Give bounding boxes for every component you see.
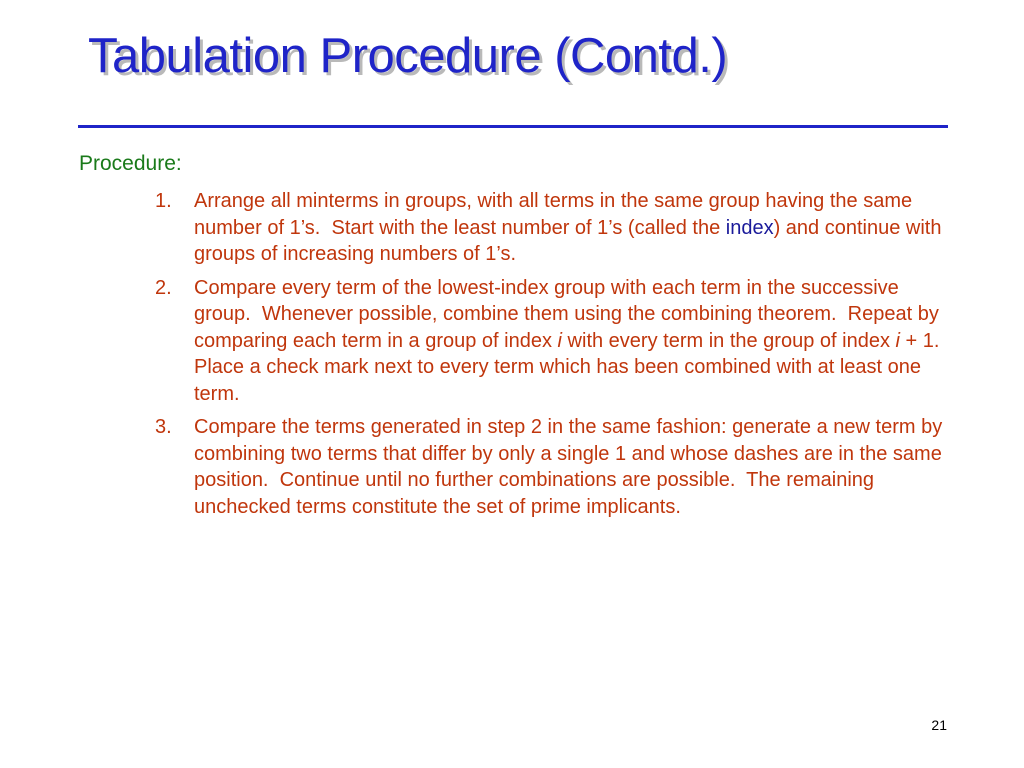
slide-title: Tabulation Procedure (Contd.) (88, 29, 728, 83)
procedure-step-1 (155, 188, 945, 268)
step-text: ) and continue with groups of increasing numbers of 1’s. (194, 216, 942, 265)
title-divider (78, 125, 948, 128)
step-number: 2. (155, 276, 172, 299)
step-text: with every term in the group of index (562, 329, 896, 352)
step-number: 3. (155, 416, 172, 438)
index-term: index (725, 216, 774, 239)
step-text: Compare every term of the lowest-index group with each term in the successive group. Whenever possible, combine them using the combining theorem. Repeat by comparing each term in a group of index (194, 276, 939, 352)
procedure-label: Procedure: (79, 152, 182, 175)
step-number: 1. (155, 190, 172, 212)
step-text: Compare the terms generated in step 2 in the same fashion: generate a new term by combining two terms that differ by only a single 1 and whose dashes are in the same position. Continue until no further combinations are possible. The remaining unchecked terms constitute the set of prime implicants. (194, 416, 943, 518)
page-number: 21 (931, 717, 947, 733)
procedure-step-3 (155, 414, 945, 520)
step-text: Arrange all minterms in groups, with all terms in the same group having the same number of 1’s. Start with the least number of 1’s (called the (194, 190, 913, 239)
index-variable: i (895, 329, 900, 352)
index-variable: i (557, 329, 562, 352)
procedure-steps-list (155, 188, 945, 527)
procedure-step-2 (155, 275, 945, 408)
step-text: + 1. Place a check mark next to every term which has been combined with at least one term. (194, 329, 945, 405)
